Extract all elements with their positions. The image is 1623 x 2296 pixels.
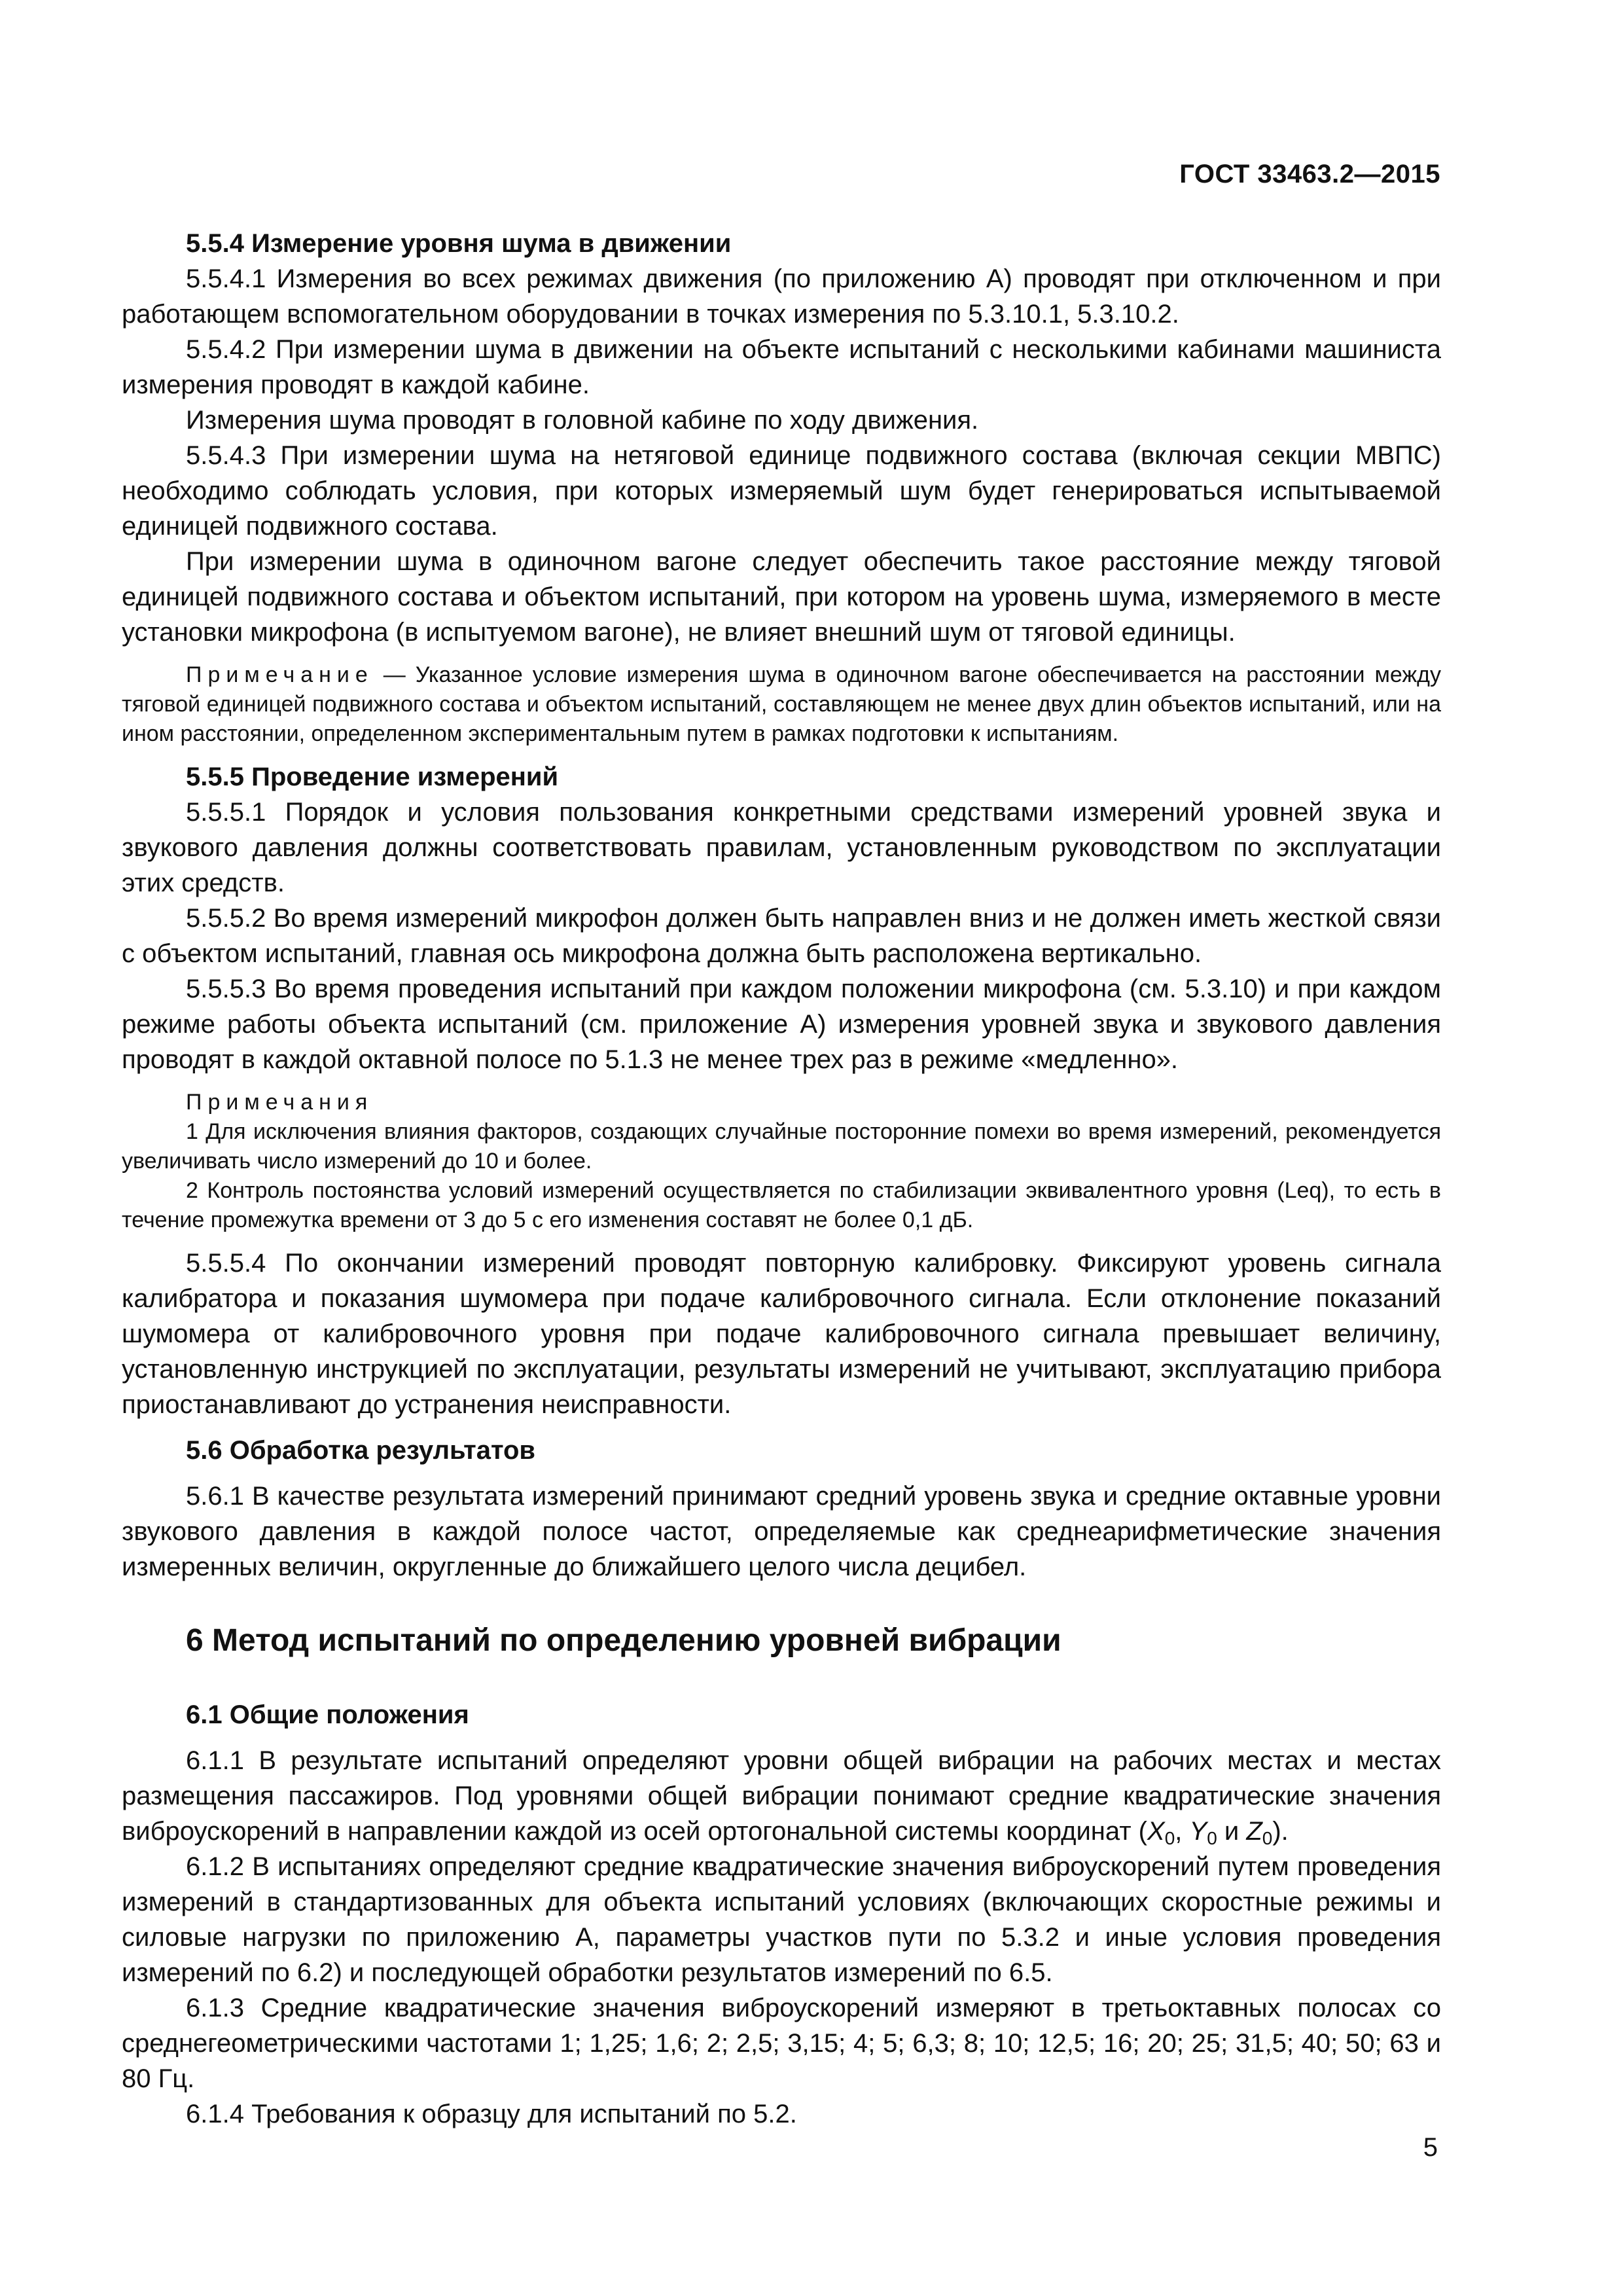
paragraph-5-5-5-2: 5.5.5.2 Во время измерений микрофон должен быть направлен вниз и не должен иметь жесткой связи с объектом испытаний, главная ось микрофона должна быть расположена вертикально. [122, 904, 1441, 968]
standard-number: ГОСТ 33463.2—2015 [1179, 160, 1440, 188]
section-6-title: 6 Метод испытаний по определению уровней вибрации [186, 1623, 1061, 1658]
section-5-5-4-title: 5.5.4 Измерение уровня шума в движении [186, 229, 732, 258]
paragraph-6-1-1 [122, 1743, 1441, 1849]
paragraph-6-1-2: 6.1.2 В испытаниях определяют средние квадратические значения виброускорений путем проведения измерений в стандартизованных для объекта испытаний условиях (включающих скоростные режимы и силовые нагрузки по приложению А, параметры участков пути по 5.3.2 и иные условия проведения измерений по 6.2) и последующей обработки результатов измерений по 6.5. [122, 1852, 1441, 1987]
paragraph-6-1-4: 6.1.4 Требования к образцу для испытаний по 5.2. [186, 2100, 797, 2128]
axis-separator-2: и [1217, 1817, 1247, 1846]
paragraph-5-6-1: 5.6.1 В качестве результата измерений принимают средний уровень звука и средние октавные уровни звукового давления в каждой полосе частот, определяемые как среднеарифметические значения измеренных величин, округленные до ближайшего целого числа децибел. [122, 1482, 1441, 1581]
paragraph-5-5-5-3: 5.5.5.3 Во время проведения испытаний при каждом положении микрофона (см. 5.3.10) и при каждом режиме работы объекта испытаний (см. приложение А) измерения уровней звука и звукового давления проводят в каждой октавной полосе по 5.1.3 не менее трех раз в режиме «медленно». [122, 975, 1441, 1074]
paragraph-6-1-1-text: 6.1.1 В результате испытаний определяют уровни общей вибрации на рабочих местах и местах размещения пассажиров. Под уровнями общей вибрации понимают средние квадратические значения виброускорений в направлении каждой из осей ортогональной системы координат ( [122, 1746, 1441, 1846]
axis-y-subscript: 0 [1207, 1828, 1217, 1848]
axis-y-label: Y [1189, 1817, 1207, 1846]
paragraph-5-5-4-3: 5.5.4.3 При измерении шума на нетяговой единице подвижного состава (включая секции МВПС) необходимо соблюдать условия, при которых измеряемый шум будет генерироваться испытываемой единицей подвижного состава. [122, 441, 1441, 541]
axis-x-label: X [1147, 1817, 1165, 1846]
paragraph-5-5-4-2-cont: Измерения шума проводят в головной кабине по ходу движения. [186, 406, 979, 435]
page-content [122, 226, 1441, 2132]
paragraph-5-5-4-2: 5.5.4.2 При измерении шума в движении на объекте испытаний с несколькими кабинами машиниста измерения проводят в каждой кабине. [122, 335, 1441, 399]
axis-z-subscript: 0 [1262, 1828, 1273, 1848]
paragraph-5-5-5-4: 5.5.5.4 По окончании измерений проводят повторную калибровку. Фиксируют уровень сигнала калибратора и показания шумомера при подаче калибровочного сигнала. Если отклонение показаний шумомера от калибровочного уровня при подаче калибровочного сигнала превышает величину, установленную инструкцией по эксплуатации, результаты измерений не учитывают, эксплуатацию прибора приостанавливают до устранения неисправности. [122, 1249, 1441, 1419]
page-number: 5 [1423, 2133, 1438, 2162]
section-5-6-title: 5.6 Обработка результатов [186, 1436, 536, 1465]
paragraph-6-1-3: 6.1.3 Средние квадратические значения виброускорений измеряют в третьоктавных полосах со среднегеометрическими частотами 1; 1,25; 1,6; 2; 2,5; 3,15; 4; 5; 6,3; 8; 10; 12,5; 16; 20; 25; 31,5; 40; 50; 63 и 80 Гц. [122, 1994, 1441, 2093]
note-label: Примечание [186, 662, 374, 687]
section-5-5-5-title: 5.5.5 Проведение измерений [186, 762, 559, 791]
note-5-5-4 [122, 660, 1441, 749]
section-6-1-title: 6.1 Общие положения [186, 1700, 469, 1729]
paragraph-6-1-1-end: ). [1272, 1817, 1289, 1846]
axis-separator-1: , [1175, 1817, 1190, 1846]
paragraph-5-5-4-1: 5.5.4.1 Измерения во всех режимах движения (по приложению А) проводят при отключенном и при работающем вспомогательном оборудовании в точках измерения по 5.3.10.1, 5.3.10.2. [122, 264, 1441, 329]
note-1: 1 Для исключения влияния факторов, создающих случайные посторонние помехи во время измерений, рекомендуется увеличивать число измерений до 10 и более. [122, 1119, 1441, 1174]
paragraph-5-5-4-3-cont: При измерении шума в одиночном вагоне следует обеспечить такое расстояние между тяговой единицей подвижного состава и объектом испытаний, при котором на уровень шума, измеряемого в месте установки микрофона (в испытуемом вагоне), не влияет внешний шум от тяговой единицы. [122, 547, 1441, 647]
axis-x-subscript: 0 [1164, 1828, 1175, 1848]
note-2: 2 Контроль постоянства условий измерений осуществляется по стабилизации эквивалентного уровня (Leq), то есть в течение промежутка времени от 3 до 5 с его изменения составят не более 0,1 дБ. [122, 1178, 1441, 1232]
notes-title: Примечания [186, 1090, 374, 1115]
paragraph-5-5-5-1: 5.5.5.1 Порядок и условия пользования конкретными средствами измерений уровней звука и звукового давления должны соответствовать правилам, установленным руководством по эксплуатации этих средств. [122, 798, 1441, 897]
note-text: — Указанное условие измерения шума в одиночном вагоне обеспечивается на расстоянии между тяговой единицей подвижного состава и объектом испытаний, составляющем не менее двух длин объектов испытаний, или на ином расстоянии, определенном экспериментальным путем в рамках подготовки к испытаниям. [122, 662, 1441, 746]
axis-z-label: Z [1246, 1817, 1262, 1846]
